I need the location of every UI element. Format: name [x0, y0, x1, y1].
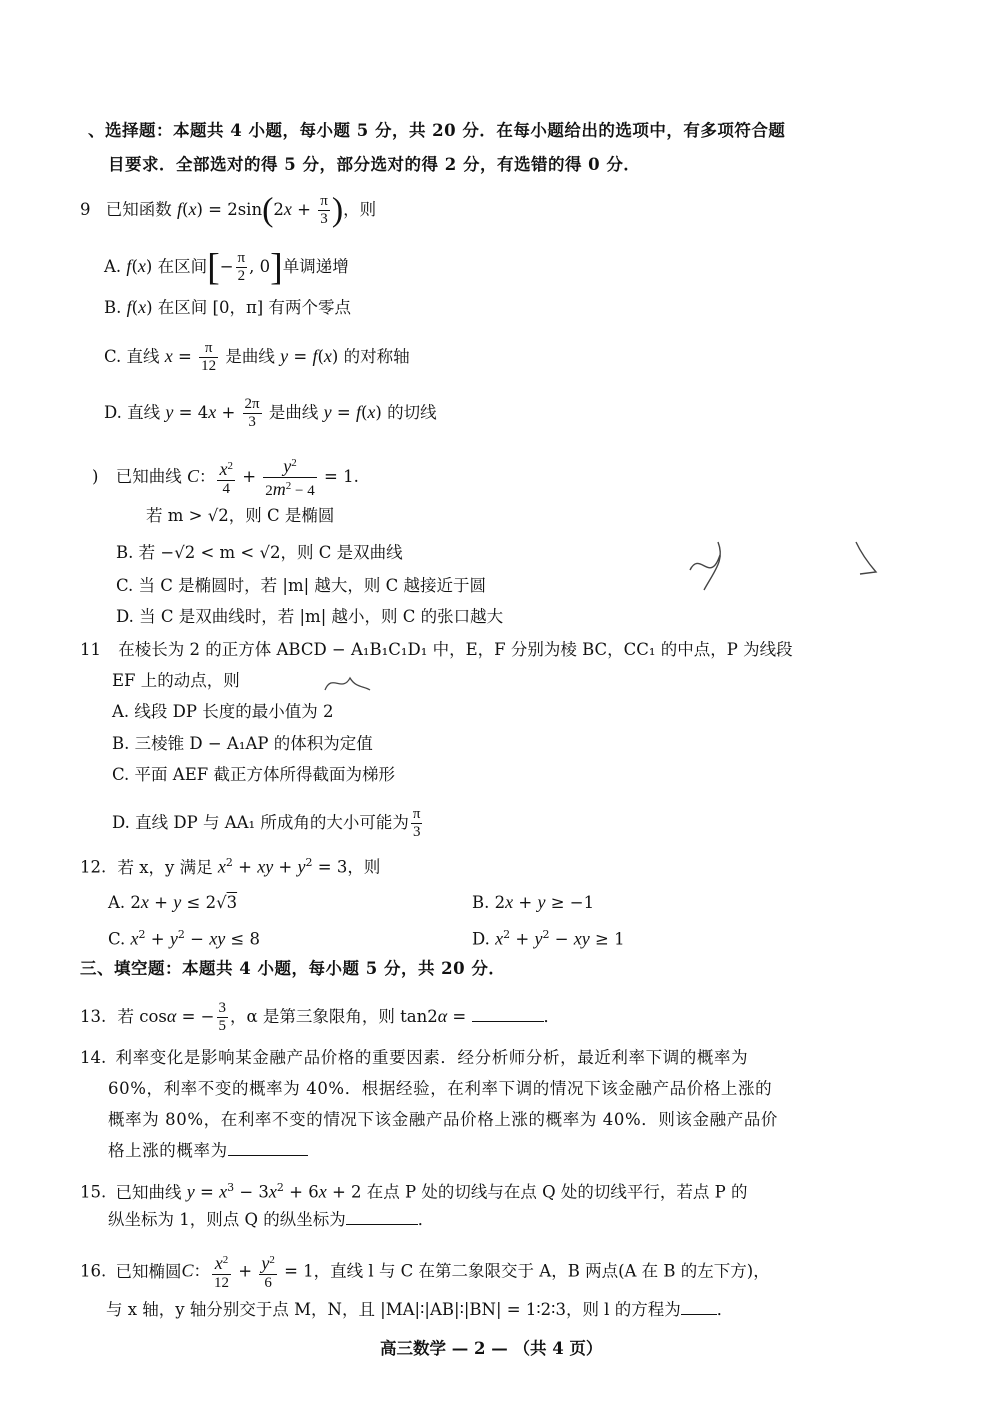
answer-blank[interactable] — [681, 1300, 717, 1315]
page-footer: 高三数学 — 2 — （共 4 页） — [380, 1339, 603, 1358]
question-13: 13. 若 cosα = − $\frac{3}{5}$ ，α 是第三象限角，则 tan2α = ． — [80, 1000, 561, 1034]
question-14-line3: 概率为 80%，在利率不变的情况下该金融产品价格上涨的概率为 40%．则该金融产品价 — [108, 1110, 779, 1129]
question-9-option-d: D. 直线 y = 4x + $\frac{2\pi}{3}$ 是曲线 y = f(x) 的切线 — [104, 396, 437, 430]
question-11-stem-line2: EF 上的动点，则 — [112, 671, 240, 690]
question-14-line2: 60%，利率不变的概率为 40%．根据经验，在利率下调的情况下该金融产品价格上涨的 — [108, 1079, 773, 1098]
question-14-line4: 格上涨的概率为 — [108, 1140, 308, 1162]
question-15-line2: 纵坐标为 1，则点 Q 的纵坐标为 ． — [108, 1210, 435, 1229]
answer-blank[interactable] — [228, 1141, 308, 1156]
handwriting-scribble-2 — [320, 668, 380, 698]
question-12-option-b: B. 2x + y ≥ −1 — [472, 892, 595, 912]
question-11-option-c: C. 平面 AEF 截正方体所得截面为梯形 — [112, 765, 395, 784]
question-9-option-b: B. f(x) 在区间 [0，π] 有两个零点 — [104, 297, 351, 317]
question-9-stem: 9 已知函数 f(x) = 2sin(2x + $\frac{\pi}{3}$ )，则 — [80, 191, 377, 229]
question-12-stem: 12. 若 x，y 满足 $x^2$ + xy + $y^2 = 3$，则 — [80, 856, 381, 877]
question-11-stem-line1: 11 在棱长为 2 的正方体 ABCD − A₁B₁C₁D₁ 中，E，F 分别为棱 BC，CC₁ 的中点，P 为线段 — [80, 640, 793, 659]
section-3-header: 三、填空题：本题共 4 小题，每小题 5 分，共 20 分． — [80, 959, 506, 978]
question-9-option-c: C. 直线 x = $\frac{\pi}{12}$ 是曲线 y = f(x) 的对称轴 — [104, 340, 410, 374]
question-10-option-d: D. 当 C 是双曲线时，若 |m| 越小，则 C 的张口越大 — [116, 607, 504, 626]
question-12-option-a: A. 2x + y ≤ 2√3 — [108, 892, 238, 912]
question-10-option-b: B. 若 −√2 < m < √2，则 C 是双曲线 — [116, 543, 403, 562]
question-11-option-d: D. 直线 DP 与 AA₁ 所成角的大小可能为 $\frac{\pi}{3}$ — [112, 806, 421, 840]
question-number: 9 — [80, 200, 91, 219]
section-2-header-line1: 、选择题：本题共 4 小题，每小题 5 分，共 20 分．在每小题给出的选项中，有多项符合题 — [88, 121, 786, 140]
question-10-stem: ) 已知曲线 C： $\frac{x^2}{4}$ + $\frac{y^2}{2m^2 - 4}$ = 1. — [92, 456, 359, 499]
question-12-option-c: C. $x^2 + y^2$ − xy ≤ 8 — [108, 928, 261, 949]
question-14-line1: 14. 利率变化是影响某金融产品价格的重要因素．经分析师分析，最近利率下调的概率为 — [80, 1048, 749, 1067]
question-11-option-b: B. 三棱锥 D − A₁AP 的体积为定值 — [112, 734, 373, 753]
question-9-option-a: A. f(x) 在区间[− $\frac{\pi}{2}$ , 0]单调递增 — [104, 246, 349, 289]
question-16-line2: 与 x 轴，y 轴分别交于点 M，N，且 |MA|∶|AB|∶|BN| = 1∶2∶3，则 l 的方程为 ． — [106, 1300, 734, 1319]
question-12-option-d: D. $x^2 + y^2$ − xy ≥ 1 — [472, 928, 625, 949]
answer-blank[interactable] — [346, 1210, 418, 1225]
section-2-header-line2: 目要求．全部选对的得 5 分，部分选对的得 2 分，有选错的得 0 分． — [108, 155, 641, 174]
question-11-option-a: A. 线段 DP 长度的最小值为 2 — [112, 702, 334, 721]
handwriting-scribble — [670, 530, 890, 600]
question-10-option-a: 若 m > √2，则 C 是椭圆 — [146, 506, 335, 525]
answer-blank[interactable] — [472, 1007, 544, 1022]
question-15-line1: 15. 已知曲线 $y = x^3 - 3x^2 + 6x + 2$ 在点 P 处的切线与在点 Q 处的切线平行，若点 P 的 — [80, 1181, 748, 1202]
question-16-line1: 16. 已知椭圆C： $\frac{x^2}{12}$ + $\frac{y^2}{6}$ = 1，直线 l 与 C 在第二象限交于 A，B 两点(A 在 B 的左下方)， — [80, 1253, 770, 1291]
question-10-option-c: C. 当 C 是椭圆时，若 |m| 越大，则 C 越接近于圆 — [116, 576, 487, 595]
